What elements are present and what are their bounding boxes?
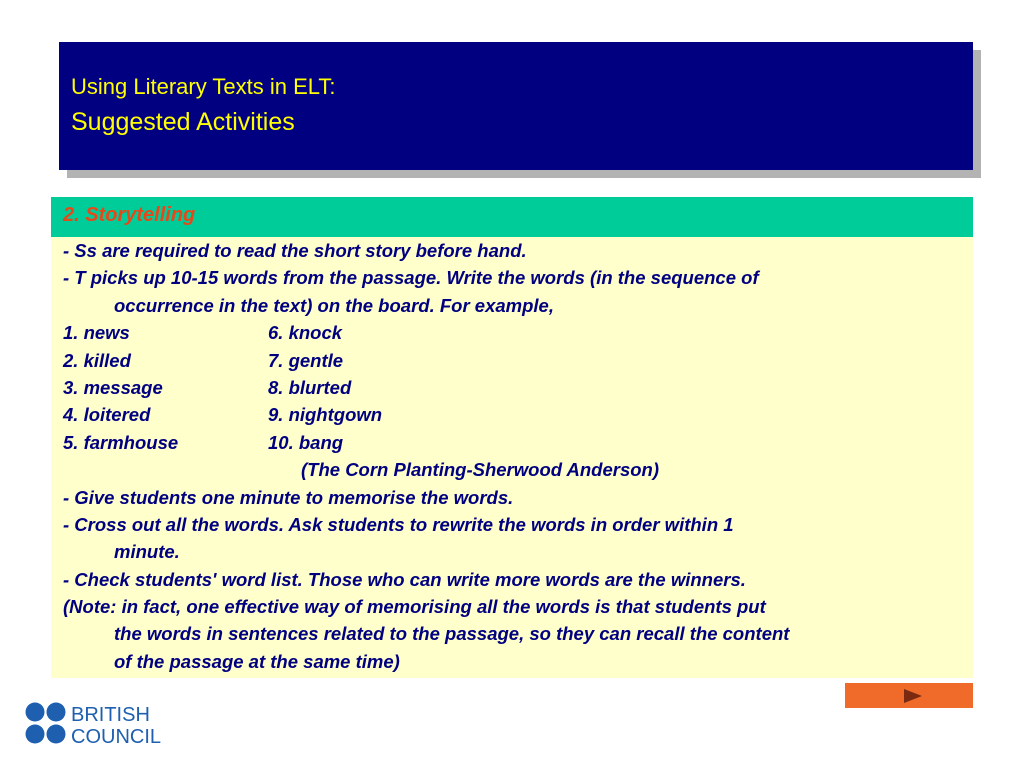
content-line-5: - Check students' word list. Those who can write more words are the winners. <box>63 568 746 590</box>
svg-text:BRITISH: BRITISH <box>71 704 150 726</box>
content-line-3: - Give students one minute to memorise the words. <box>63 486 514 508</box>
section-title: 2. Storytelling <box>63 204 196 226</box>
content-line-1: - Ss are required to read the short story before hand. <box>63 240 527 261</box>
word-item: 8. blurted <box>268 376 352 398</box>
word-row <box>63 347 965 374</box>
slide-header <box>59 42 973 170</box>
svg-text:COUNCIL: COUNCIL <box>71 726 162 748</box>
word-item: 5. farmhouse <box>63 431 179 453</box>
word-row <box>63 374 965 401</box>
next-slide-button[interactable] <box>845 683 973 708</box>
british-council-logo <box>25 700 185 748</box>
word-item: 3. message <box>63 376 163 398</box>
word-item: 9. nightgown <box>268 404 383 426</box>
word-row <box>63 429 965 456</box>
word-item: 4. loitered <box>63 404 151 426</box>
word-item: 6. knock <box>268 322 343 344</box>
note-line-c: of the passage at the same time) <box>114 650 400 672</box>
word-item: 10. bang <box>268 431 344 453</box>
word-item: 1. news <box>63 322 130 344</box>
source-citation: (The Corn Planting-Sherwood Anderson) <box>301 459 659 481</box>
word-row <box>63 401 965 428</box>
content-box <box>51 237 973 678</box>
content-line-4a: - Cross out all the words. Ask students to rewrite the words in order within 1 <box>63 513 734 535</box>
note-line-a: (Note: in fact, one effective way of memorising all the words is that students put <box>63 596 766 618</box>
slide-title-line1: Using Literary Texts in ELT: <box>71 74 336 99</box>
content-line-2a: - T picks up 10-15 words from the passage. Write the words (in the sequence of <box>63 267 759 289</box>
word-row <box>63 319 965 346</box>
note-line-b: the words in sentences related to the passage, so they can recall the content <box>114 623 790 645</box>
slide-title-line2: Suggested Activities <box>71 108 295 136</box>
content-line-2b: occurrence in the text) on the board. For example, <box>114 294 554 316</box>
play-arrow-icon <box>903 688 923 704</box>
content-line-4b: minute. <box>114 541 180 563</box>
word-item: 2. killed <box>63 349 131 371</box>
section-bar <box>51 197 973 237</box>
word-item: 7. gentle <box>268 349 344 371</box>
